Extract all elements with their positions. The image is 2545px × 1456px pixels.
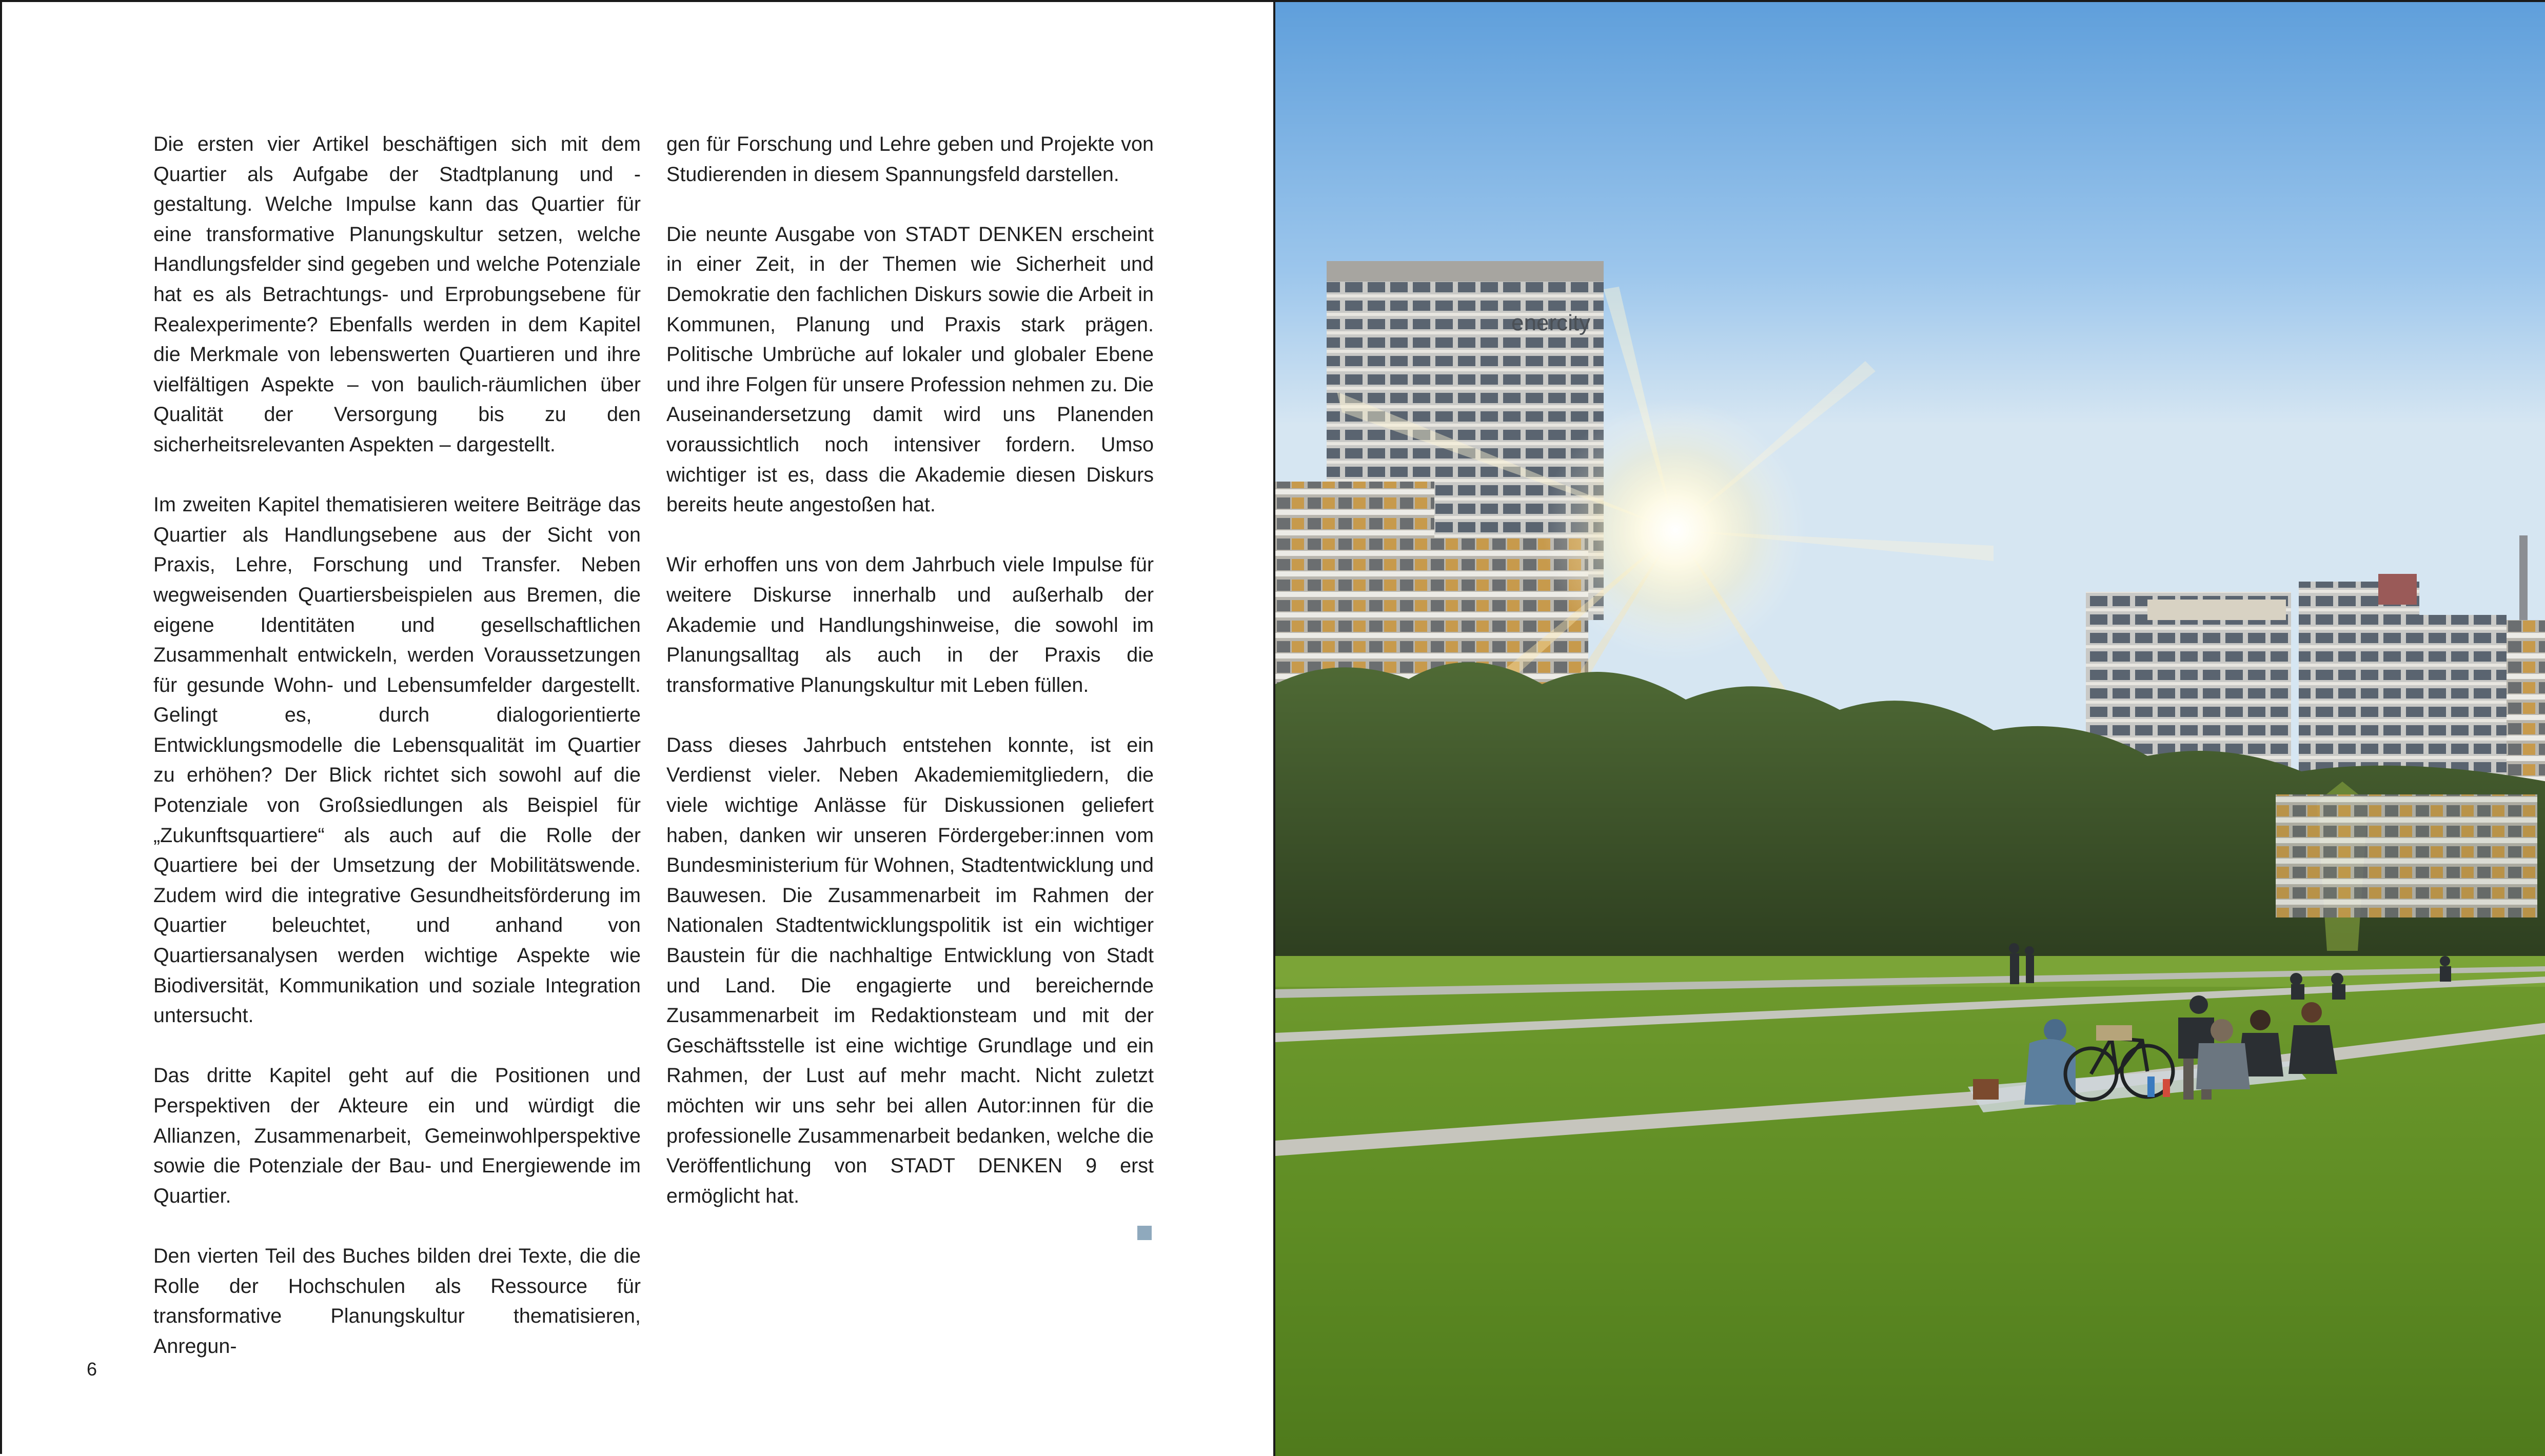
text-column-left [153, 129, 641, 1391]
page-number: 6 [87, 1359, 97, 1380]
building-sign: enercity [1511, 310, 1591, 335]
text-column-right [666, 129, 1154, 1240]
paragraph: Die neunte Ausgabe von STADT DENKEN erscheint in einer Zeit, in der Themen wie Sicherheit und Demokratie den fachlichen Diskurs sowie die Arbeit in Kommunen, Planung und Praxis stark prägen. Politische Umbrüche auf lokaler und globaler Ebene und ihre Folgen für unsere Profession nehmen zu. Die Auseinandersetzung damit wird uns Planenden voraussichtlich noch intensiver fordern. Umso wichtiger ist es, dass die Akademie diesen Diskurs bereits heute angestoßen hat. [666, 223, 1154, 516]
paragraph: Dass dieses Jahrbuch entstehen konnte, ist ein Verdienst vieler. Neben Akademiemitgliedern, die viele wichtige Anlässe für Diskussionen geliefert haben, danken wir unseren Fördergeber:innen vom Bundesministerium für Wohnen, Stadtentwicklung und Bauwesen. Die Zusammenarbeit im Rahmen der Nationalen Stadtentwicklungspolitik ist ein wichtiger Baustein für die nachhaltige Entwicklung von Stadt und Land. Die engagierte und bereichernde Zusammenarbeit im Redaktionsteam und mit der Geschäftsstelle ist eine wichtige Grundlage und ein Rahmen, der Lust auf mehr macht. Nicht zuletzt möchten wir uns sehr bei allen Autor:innen für die professionelle Zusammenarbeit bedanken, welche die Veröffentlichung von STADT DENKEN 9 erst ermöglicht hat. [666, 733, 1154, 1207]
paragraph: Den vierten Teil des Buches bilden drei Texte, die die Rolle der Hochschulen als Ressource für transformative Planungskultur thematisieren, Anregun- [153, 1244, 641, 1358]
paragraph: gen für Forschung und Lehre geben und Projekte von Studierenden in diesem Spannungsfeld darstellen. [666, 133, 1154, 186]
paragraph: Im zweiten Kapitel thematisieren weitere Beiträge das Quartier als Handlungsebene aus der Sicht von Praxis, Lehre, Forschung und Transfer. Neben wegweisenden Quartiersbeispielen aus Bremen, die eigene Identitäten und gesellschaftlichen Zusammenhalt entwickeln, werden Voraussetzungen für gesunde Wohn- und Lebensumfelder dargestellt. Gelingt es, durch dialogorientierte Entwicklungsmodelle die Lebensqualität im Quartier zu erhöhen? Der Blick richtet sich sowohl auf die Potenziale von Großsiedlungen als Beispiel für „Zukunftsquartiere“ als auch auf die Rolle der Quartiere bei der Umsetzung der Mobilitätswende. Zudem wird die integrative Gesundheitsförderung im Quartier beleuchtet, und anhand von Quartiersanalysen werden wichtige Aspekte wie Biodiversität, Kommunikation und soziale Integration untersucht. [153, 493, 641, 1027]
paragraph: Das dritte Kapitel geht auf die Positionen und Perspektiven der Akteure ein und würdigt die Allianzen, Zusammenarbeit, Gemeinwohlperspektive sowie die Potenziale der Bau- und Energiewende im Quartier. [153, 1064, 641, 1207]
paragraph: Wir erhoffen uns von dem Jahrbuch viele Impulse für weitere Diskurse innerhalb und außerhalb der Akademie und Handlungshinweise, die sowohl im Planungsalltag als auch in der Praxis die transformative Planungskultur mit Leben füllen. [666, 553, 1154, 696]
text-page [2, 2, 1274, 1456]
paragraph: Die ersten vier Artikel beschäftigen sich mit dem Quartier als Aufgabe der Stadtplanung und -gestaltung. Welche Impulse kann das Quartier für eine transformative Planungskultur setzen, welche Handlungsfelder sind gegeben und welche Potenziale hat es als Betrachtungs- und Erprobungsebene für Realexperimente? Ebenfalls werden in dem Kapitel die Merkmale von lebenswerten Quartieren und ihre vielfältigen Aspekte – von baulich-räumlichen über Qualität der Versorgung bis zu den sicherheitsrelevanten Aspekten – dargestellt. [153, 133, 641, 456]
park-housing-estate-photo [1275, 2, 2545, 1456]
end-of-article-square-icon [1137, 1226, 1152, 1240]
